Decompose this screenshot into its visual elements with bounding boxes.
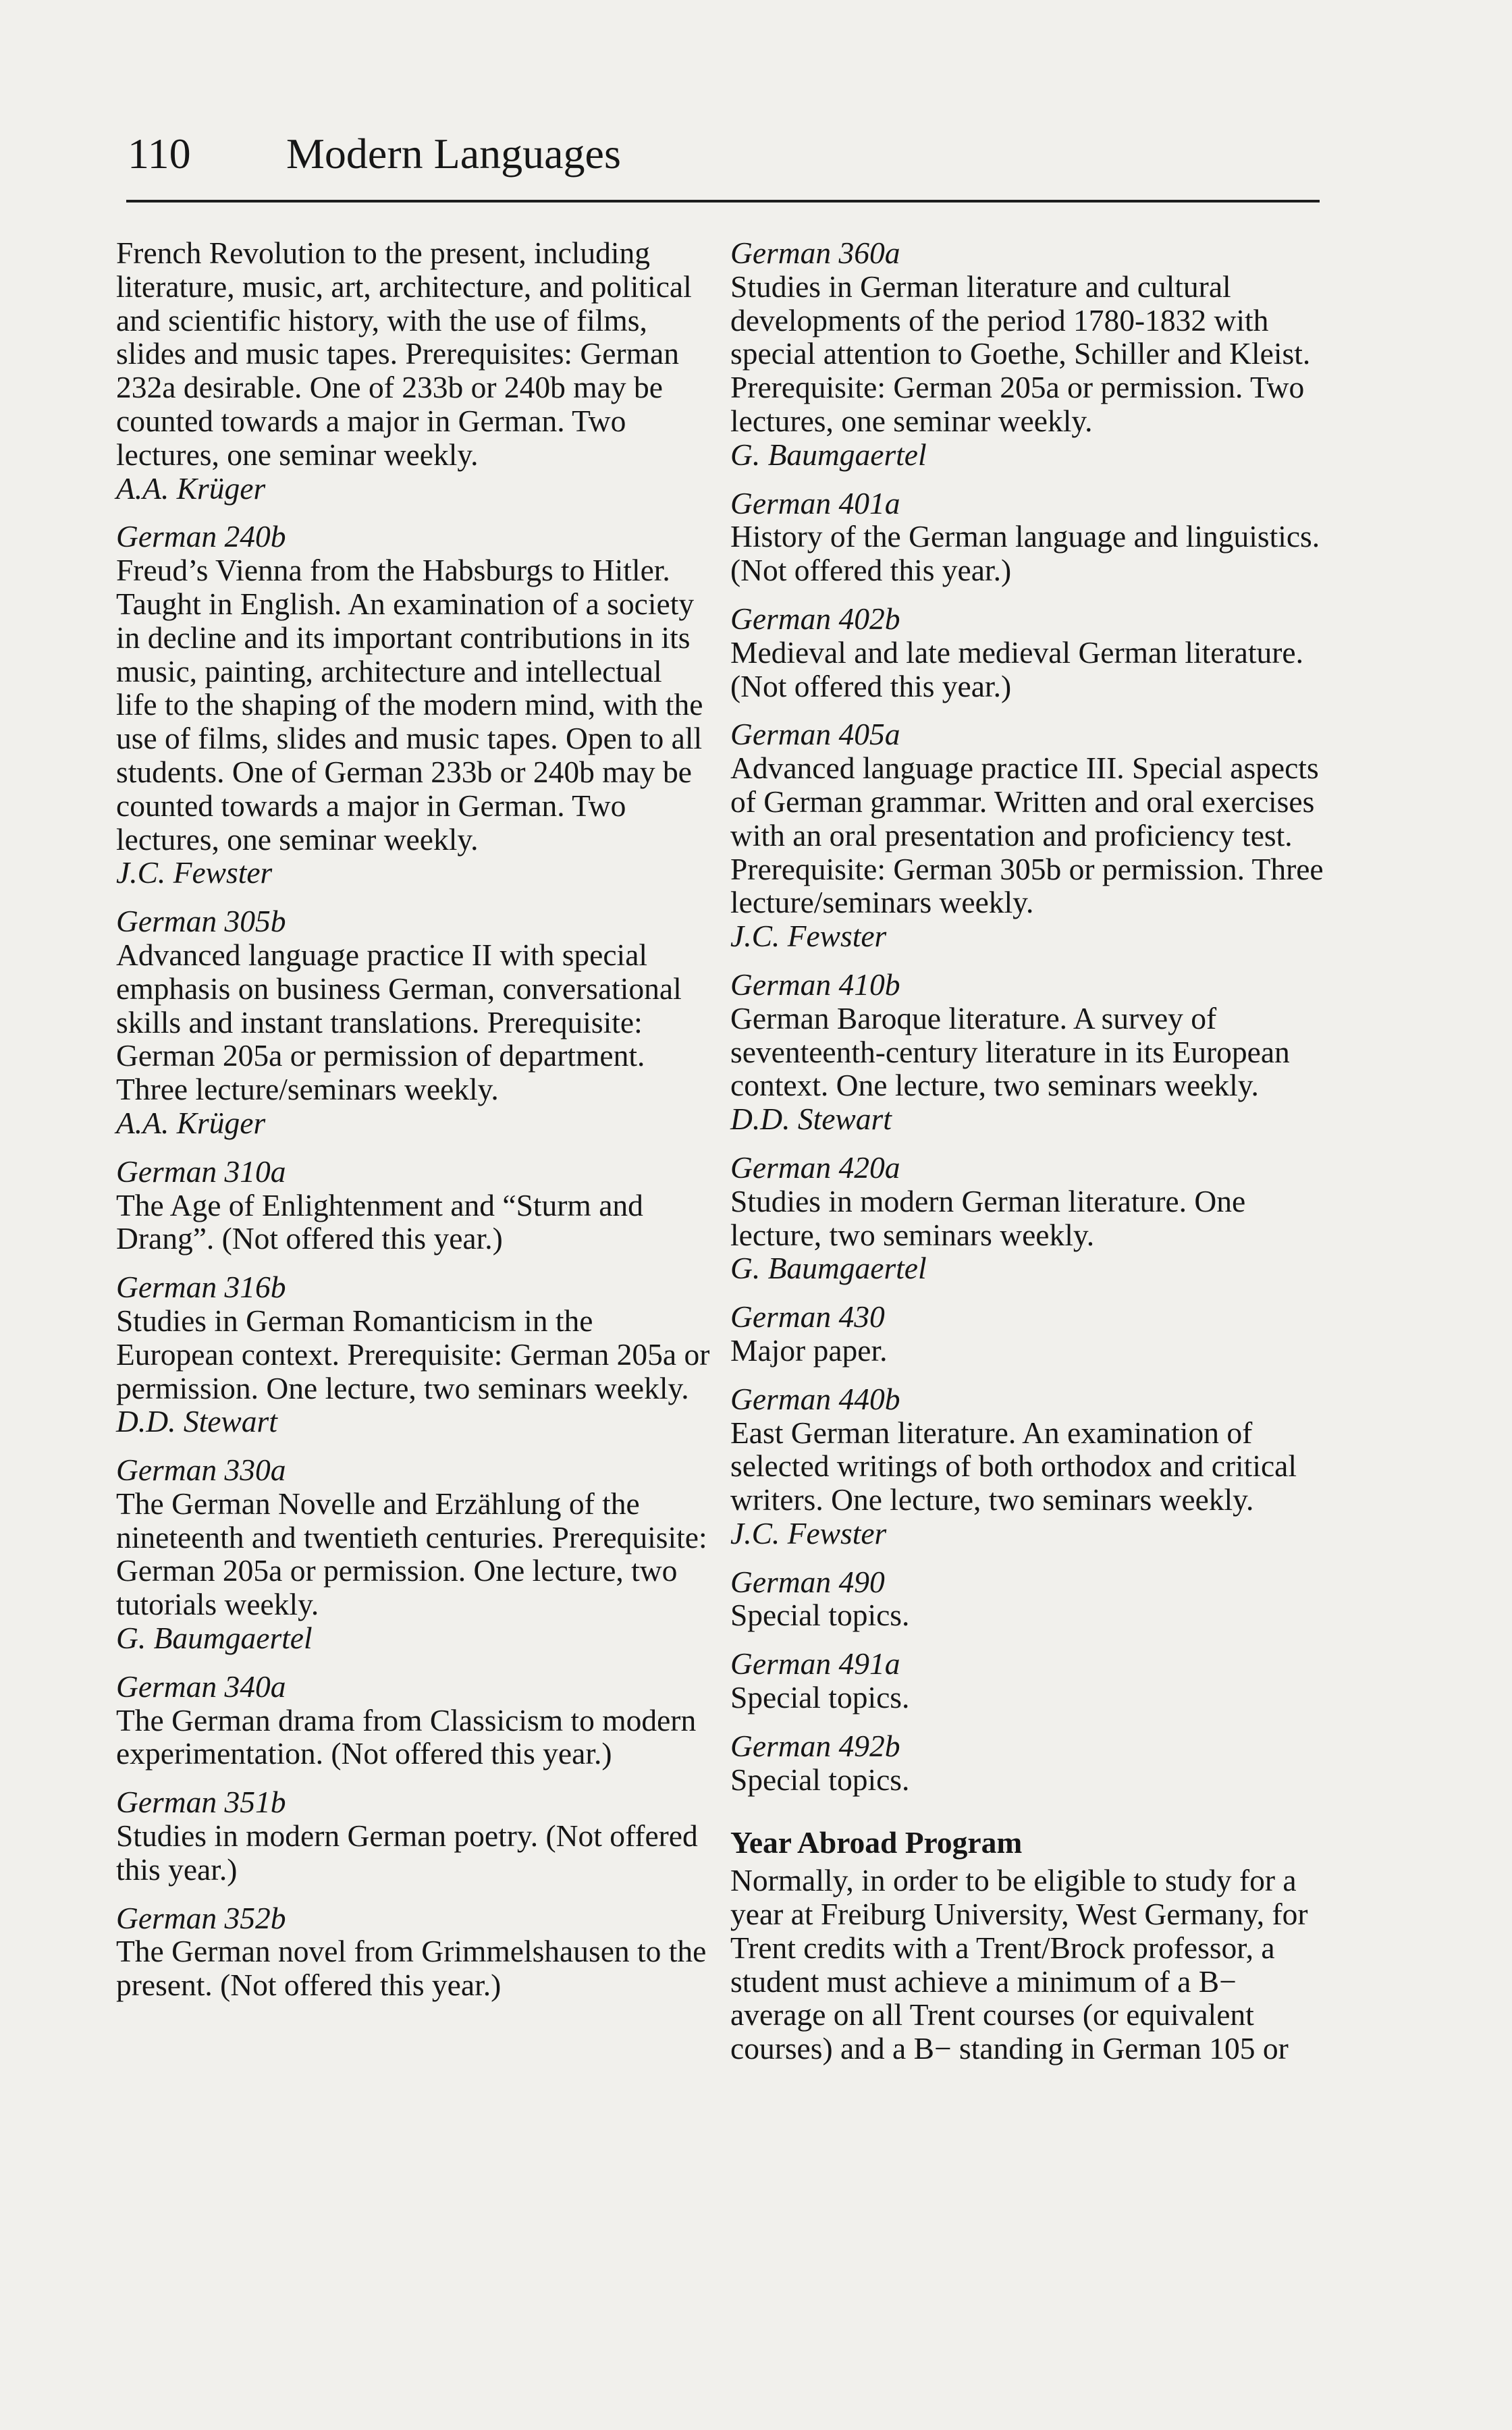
left-column <box>116 236 710 2017</box>
course-code: German 430 <box>730 1299 885 1334</box>
year-abroad-body: Normally, in order to be eligible to study for a year at Freiburg University, West Germany, for Trent credits with a Trent/Brock professor, a student must achieve a minimum of a B− average on all Trent courses (or equivalent courses) and a B− standing in German 105 or <box>730 1863 1308 2066</box>
course-description: Special topics. <box>730 1762 910 1797</box>
course-code: German 490 <box>730 1564 885 1599</box>
course-entry <box>116 905 710 1140</box>
course-description: The German drama from Classicism to modern experimentation. (Not offered this year.) <box>116 1702 697 1771</box>
course-description: Studies in modern German literature. One lecture, two seminars weekly. <box>730 1183 1246 1252</box>
course-instructor: D.D. Stewart <box>730 1102 892 1137</box>
course-code: German 410b <box>730 967 900 1002</box>
course-entry <box>116 1270 710 1438</box>
course-code: German 491a <box>730 1646 900 1681</box>
course-entry <box>730 1729 1324 1797</box>
left-course-list <box>116 520 710 2002</box>
course-continued <box>116 236 710 505</box>
course-description: Studies in German Romanticism in the European context. Prerequisite: German 205a or permission. One lecture, two seminars weekly. <box>116 1303 710 1405</box>
course-instructor: G. Baumgaertel <box>730 437 927 472</box>
course-entry <box>730 1565 1324 1633</box>
course-code: German 305b <box>116 904 286 939</box>
course-code: German 352b <box>116 1900 286 1935</box>
course-code: German 401a <box>730 485 900 520</box>
course-entry <box>116 1901 710 2002</box>
course-entry <box>730 968 1324 1136</box>
course-entry <box>730 1300 1324 1368</box>
course-description: German Baroque literature. A survey of seventeenth-century literature in its European context. One lecture, two seminars weekly. <box>730 1000 1290 1103</box>
course-description: Medieval and late medieval German literature. (Not offered this year.) <box>730 634 1303 703</box>
right-course-list <box>730 236 1324 1796</box>
course-entry <box>116 1453 710 1655</box>
section-title: Modern Languages <box>286 130 621 178</box>
course-instructor: A.A. Krüger <box>116 470 266 506</box>
course-instructor: J.C. Fewster <box>730 1515 887 1550</box>
year-abroad-heading: Year Abroad Program <box>730 1825 1023 1860</box>
course-code: German 405a <box>730 717 900 752</box>
course-description: Major paper. <box>730 1332 888 1368</box>
course-entry <box>730 1151 1324 1285</box>
course-entry <box>116 1670 710 1771</box>
course-instructor: J.C. Fewster <box>730 919 887 954</box>
course-description: The German Novelle and Erzählung of the nineteenth and twentieth centuries. Prerequisite: German 205a or permission. One lecture, two tutorials weekly. <box>116 1486 707 1622</box>
course-entry <box>116 1785 710 1886</box>
course-code: German 420a <box>730 1150 900 1185</box>
course-entry <box>116 520 710 890</box>
page-header <box>126 120 1320 202</box>
course-code: German 330a <box>116 1453 286 1488</box>
course-code: German 360a <box>730 236 900 270</box>
course-entry <box>730 1382 1324 1550</box>
course-entry <box>730 1647 1324 1714</box>
course-description: History of the German language and linguistics. (Not offered this year.) <box>730 519 1320 588</box>
course-description: The German novel from Grimmelshausen to the present. (Not offered this year.) <box>116 1934 707 2003</box>
page-number: 110 <box>128 130 191 178</box>
course-description: Special topics. <box>730 1680 910 1715</box>
course-instructor: A.A. Krüger <box>116 1105 266 1140</box>
course-code: German 316b <box>116 1270 286 1305</box>
course-entry <box>730 236 1324 472</box>
course-code: German 492b <box>730 1728 900 1763</box>
course-code: German 340a <box>116 1669 286 1704</box>
course-description: Studies in German literature and cultural developments of the period 1780-1832 with special attention to Goethe, Schiller and Kleist. Prerequisite: German 205a or permission. Two lectures, one seminar weekly. <box>730 269 1311 438</box>
course-description: Freud’s Vienna from the Habsburgs to Hitler. Taught in English. An examination of a society in decline and its important contributions in its music, painting, architecture and intellectual life to the shaping of the modern mind, with the use of films, slides and music tapes. Open to all students. One of German 233b or 240b may be counted towards a major in German. Two lectures, one seminar weekly. <box>116 553 703 857</box>
course-entry <box>730 487 1324 587</box>
course-code: German 240b <box>116 519 286 554</box>
course-instructor: G. Baumgaertel <box>730 1251 927 1286</box>
course-code: German 440b <box>730 1381 900 1416</box>
course-description: Studies in modern German poetry. (Not offered this year.) <box>116 1818 698 1887</box>
course-entry <box>730 718 1324 953</box>
course-code: German 351b <box>116 1785 286 1820</box>
course-description: Advanced language practice II with special emphasis on business German, conversational skills and instant translations. Prerequisite: German 205a or permission of department. Three lecture/seminars weekly. <box>116 937 682 1107</box>
course-entry <box>730 602 1324 703</box>
course-description: Advanced language practice III. Special aspects of German grammar. Written and oral exercises with an oral presentation and proficiency test. Prerequisite: German 305b or permission. Three lecture/seminars weekly. <box>730 751 1324 920</box>
course-instructor: J.C. Fewster <box>116 855 273 890</box>
course-code: German 402b <box>730 601 900 636</box>
course-description: French Revolution to the present, including literature, music, art, architecture, and political and scientific history, with the use of films, slides and music tapes. Prerequisites: German 232a desirable. One of 233b or 240b may be counted towards a major in German. Two lectures, one seminar weekly. <box>116 236 692 472</box>
right-column <box>730 236 1324 2066</box>
course-instructor: G. Baumgaertel <box>116 1621 313 1656</box>
course-instructor: D.D. Stewart <box>116 1404 277 1439</box>
course-description: The Age of Enlightenment and “Sturm and Drang”. (Not offered this year.) <box>116 1187 643 1256</box>
course-code: German 310a <box>116 1154 286 1189</box>
course-entry <box>116 1155 710 1256</box>
course-description: East German literature. An examination of selected writings of both orthodox and critical writers. One lecture, two seminars weekly. <box>730 1415 1297 1517</box>
course-description: Special topics. <box>730 1598 910 1633</box>
